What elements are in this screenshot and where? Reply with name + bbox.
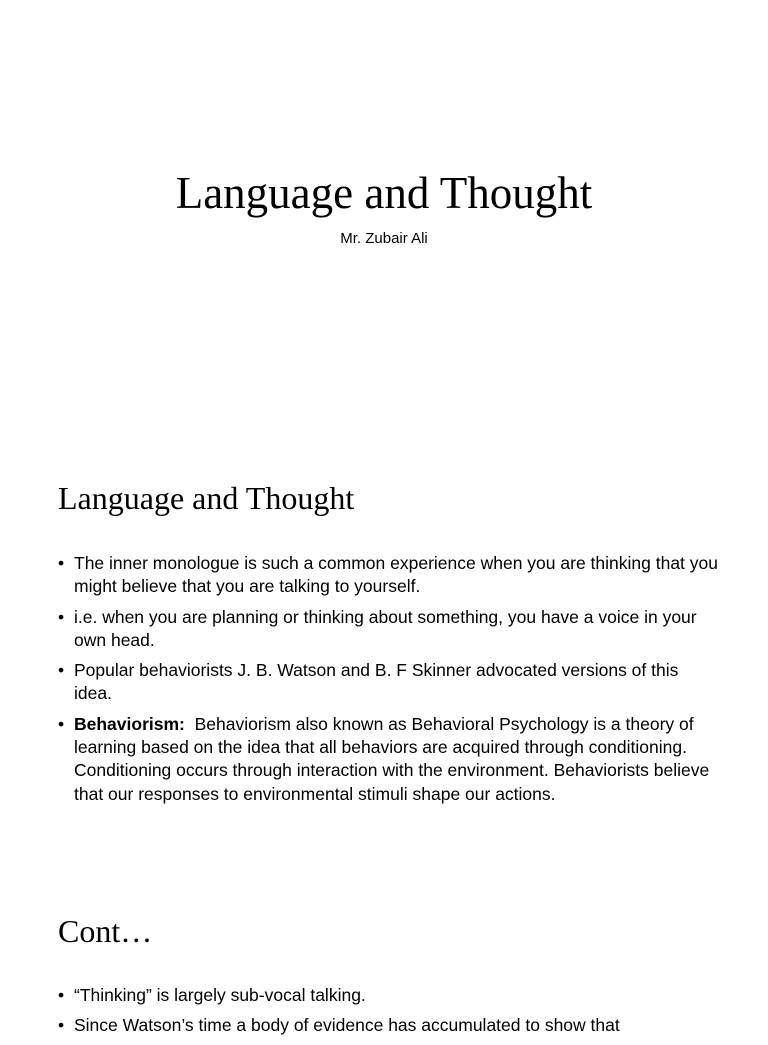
bullet-icon: • xyxy=(58,606,65,627)
slide-heading: Language and Thought xyxy=(58,480,355,516)
bullet-item xyxy=(58,606,718,653)
bullet-text: Since Watson’s time a body of evidence has accumulated to show that xyxy=(74,1015,620,1036)
bullet-icon: • xyxy=(58,660,65,681)
content-slide-language-thought xyxy=(0,440,768,872)
bullet-text: Popular behaviorists J. B. Watson and B. F Skinner advocated versions of this idea. xyxy=(74,660,679,704)
title-slide xyxy=(0,0,768,432)
bullet-text: The inner monologue is such a common experience when you are thinking that you might believe that you are talking to yourself. xyxy=(74,553,718,597)
bullet-item xyxy=(58,552,718,599)
bullet-text: “Thinking” is largely sub-vocal talking. xyxy=(74,985,366,1005)
presenter-name: Mr. Zubair Ali xyxy=(340,230,428,247)
bullet-text: i.e. when you are planning or thinking about something, you have a voice in your own head. xyxy=(74,606,697,650)
behaviorism-term: Behaviorism: xyxy=(74,713,185,734)
bullet-list xyxy=(58,984,718,1045)
behaviorism-definition: Behaviorism also known as Behavioral Psychology is a theory of learning based on the idea that all behaviors are acquired through conditioning. Conditioning occurs through interaction with the environment. Behaviorists believe that our responses to environmental stimuli shape our actions. xyxy=(74,713,710,804)
presentation-title: Language and Thought xyxy=(175,168,593,218)
bullet-item xyxy=(58,713,718,806)
bullet-item xyxy=(58,659,718,706)
bullet-icon: • xyxy=(58,985,65,1005)
bullet-icon: • xyxy=(58,553,65,573)
slide-heading: Cont… xyxy=(58,913,153,949)
bullet-item xyxy=(58,984,718,1007)
bullet-item xyxy=(58,1014,718,1037)
bullet-list xyxy=(58,552,718,813)
bullet-icon: • xyxy=(58,713,65,734)
bullet-icon: • xyxy=(58,1015,65,1036)
content-slide-cont xyxy=(0,880,768,1036)
